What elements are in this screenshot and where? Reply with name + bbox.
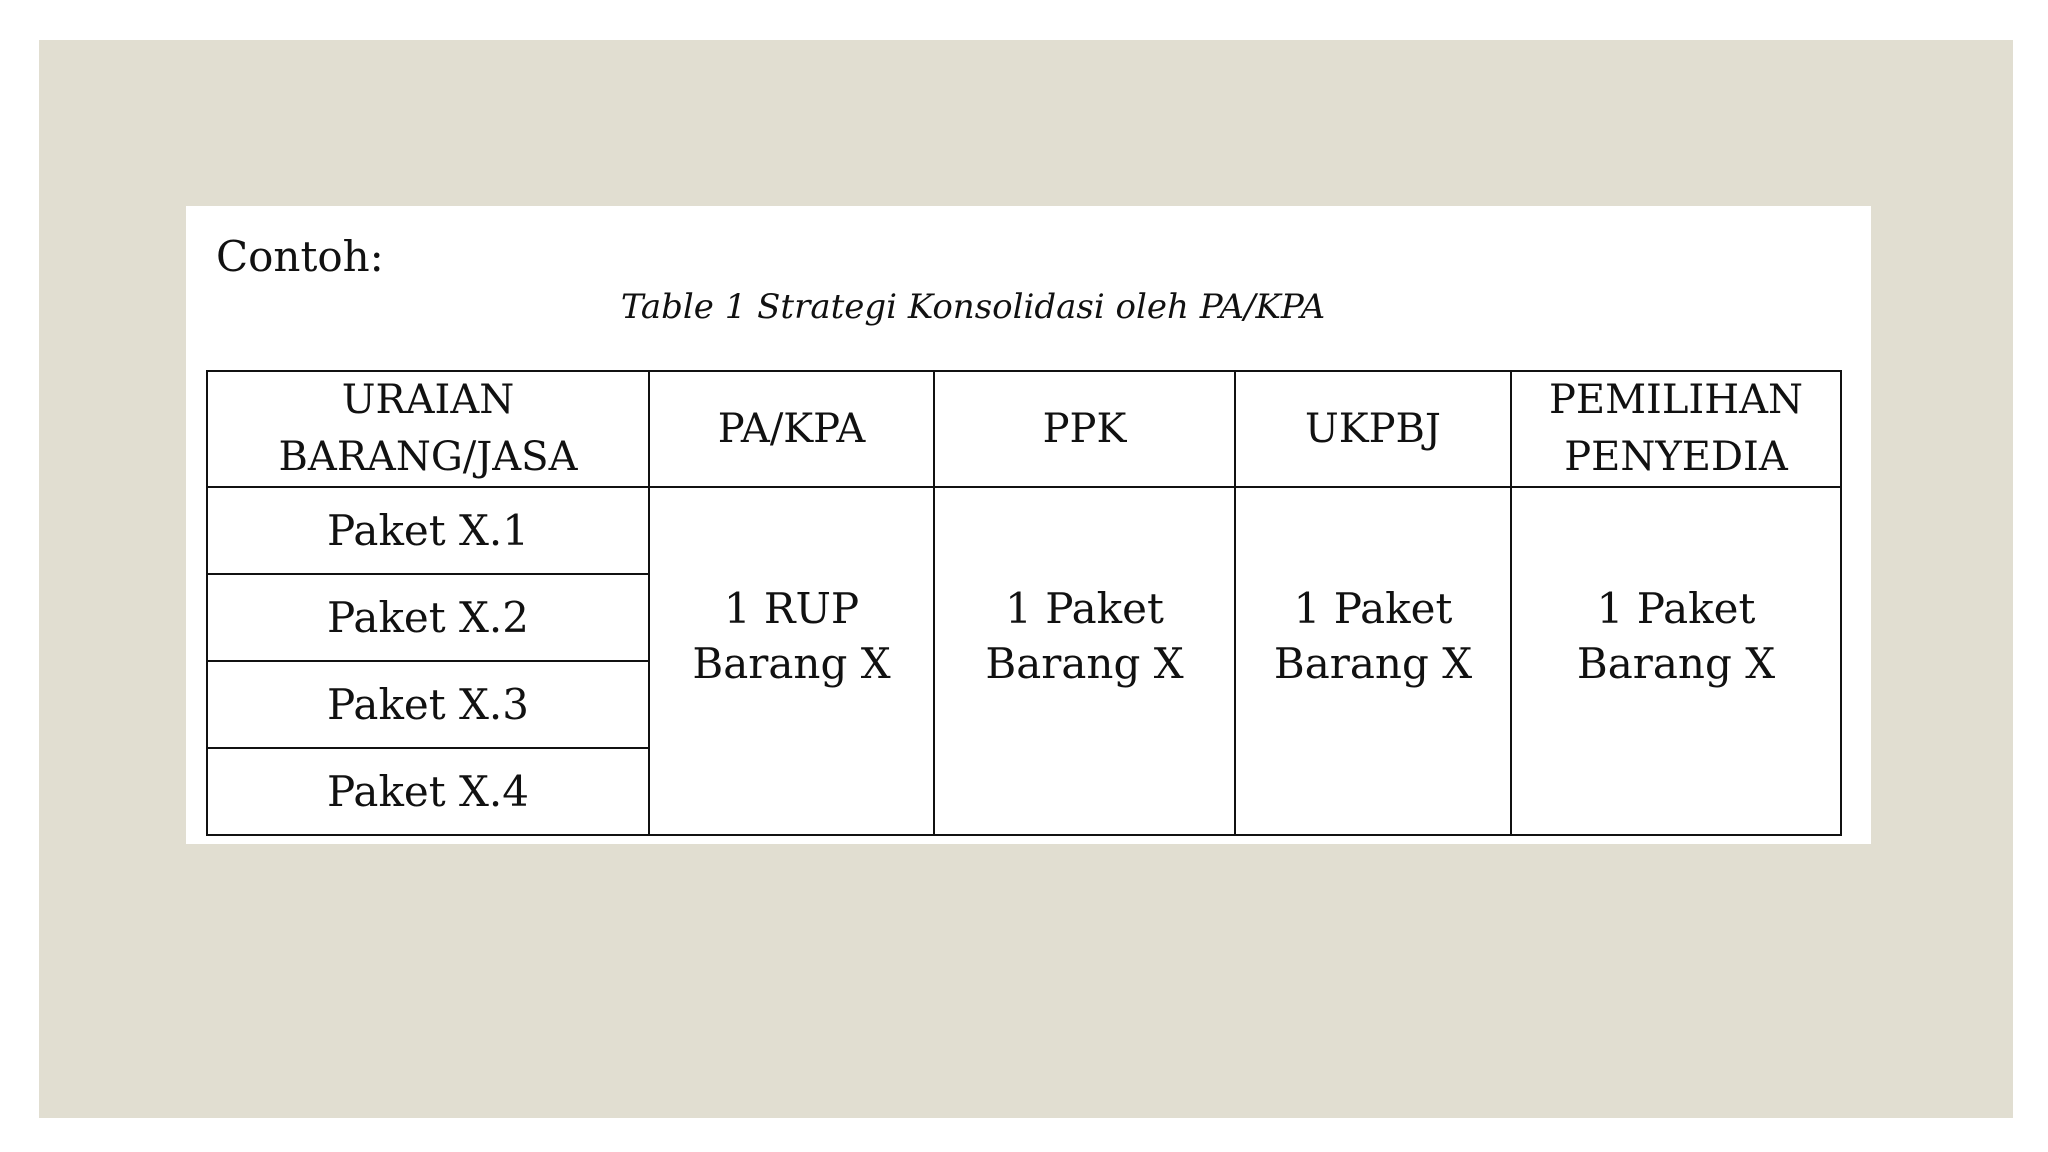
header-line: PPK: [1042, 405, 1127, 452]
ppk-cell: [934, 487, 1235, 835]
item-cell: Paket X.2: [207, 574, 649, 661]
item-cell: Paket X.3: [207, 661, 649, 748]
example-heading: Contoh:: [216, 232, 384, 281]
table-header-row: [207, 371, 1841, 487]
header-pa-kpa: [649, 371, 934, 487]
consolidation-strategy-table: [206, 370, 1842, 836]
cell-line: 1 Paket: [1005, 584, 1164, 633]
header-line: PENYEDIA: [1564, 434, 1788, 480]
pemilihan-penyedia-cell: [1511, 487, 1841, 835]
header-line: BARANG/JASA: [278, 434, 578, 480]
cell-line: Barang X: [692, 639, 891, 688]
cell-line: 1 RUP: [723, 584, 860, 633]
cell-line: 1 Paket: [1596, 584, 1756, 633]
ukpbj-cell: [1235, 487, 1511, 835]
header-uraian-barang-jasa: [207, 371, 649, 487]
pa-kpa-cell: [649, 487, 934, 835]
header-ppk: [934, 371, 1235, 487]
cell-line: Barang X: [1576, 639, 1776, 688]
header-line: UKPBJ: [1305, 405, 1441, 452]
item-cell: Paket X.1: [207, 487, 649, 574]
item-cell: Paket X.4: [207, 748, 649, 835]
document-excerpt: [186, 206, 1871, 844]
cell-line: Barang X: [1273, 639, 1473, 688]
header-ukpbj: [1235, 371, 1511, 487]
cell-line: Barang X: [985, 639, 1184, 688]
header-line: PA/KPA: [717, 405, 866, 452]
table-row: [207, 487, 1841, 574]
header-line: URAIAN: [341, 377, 515, 423]
cell-line: 1 Paket: [1293, 584, 1453, 633]
header-line: PEMILIHAN: [1548, 377, 1803, 423]
header-pemilihan-penyedia: [1511, 371, 1841, 487]
table-caption: Table 1 Strategi Konsolidasi oleh PA/KPA: [620, 287, 1326, 327]
